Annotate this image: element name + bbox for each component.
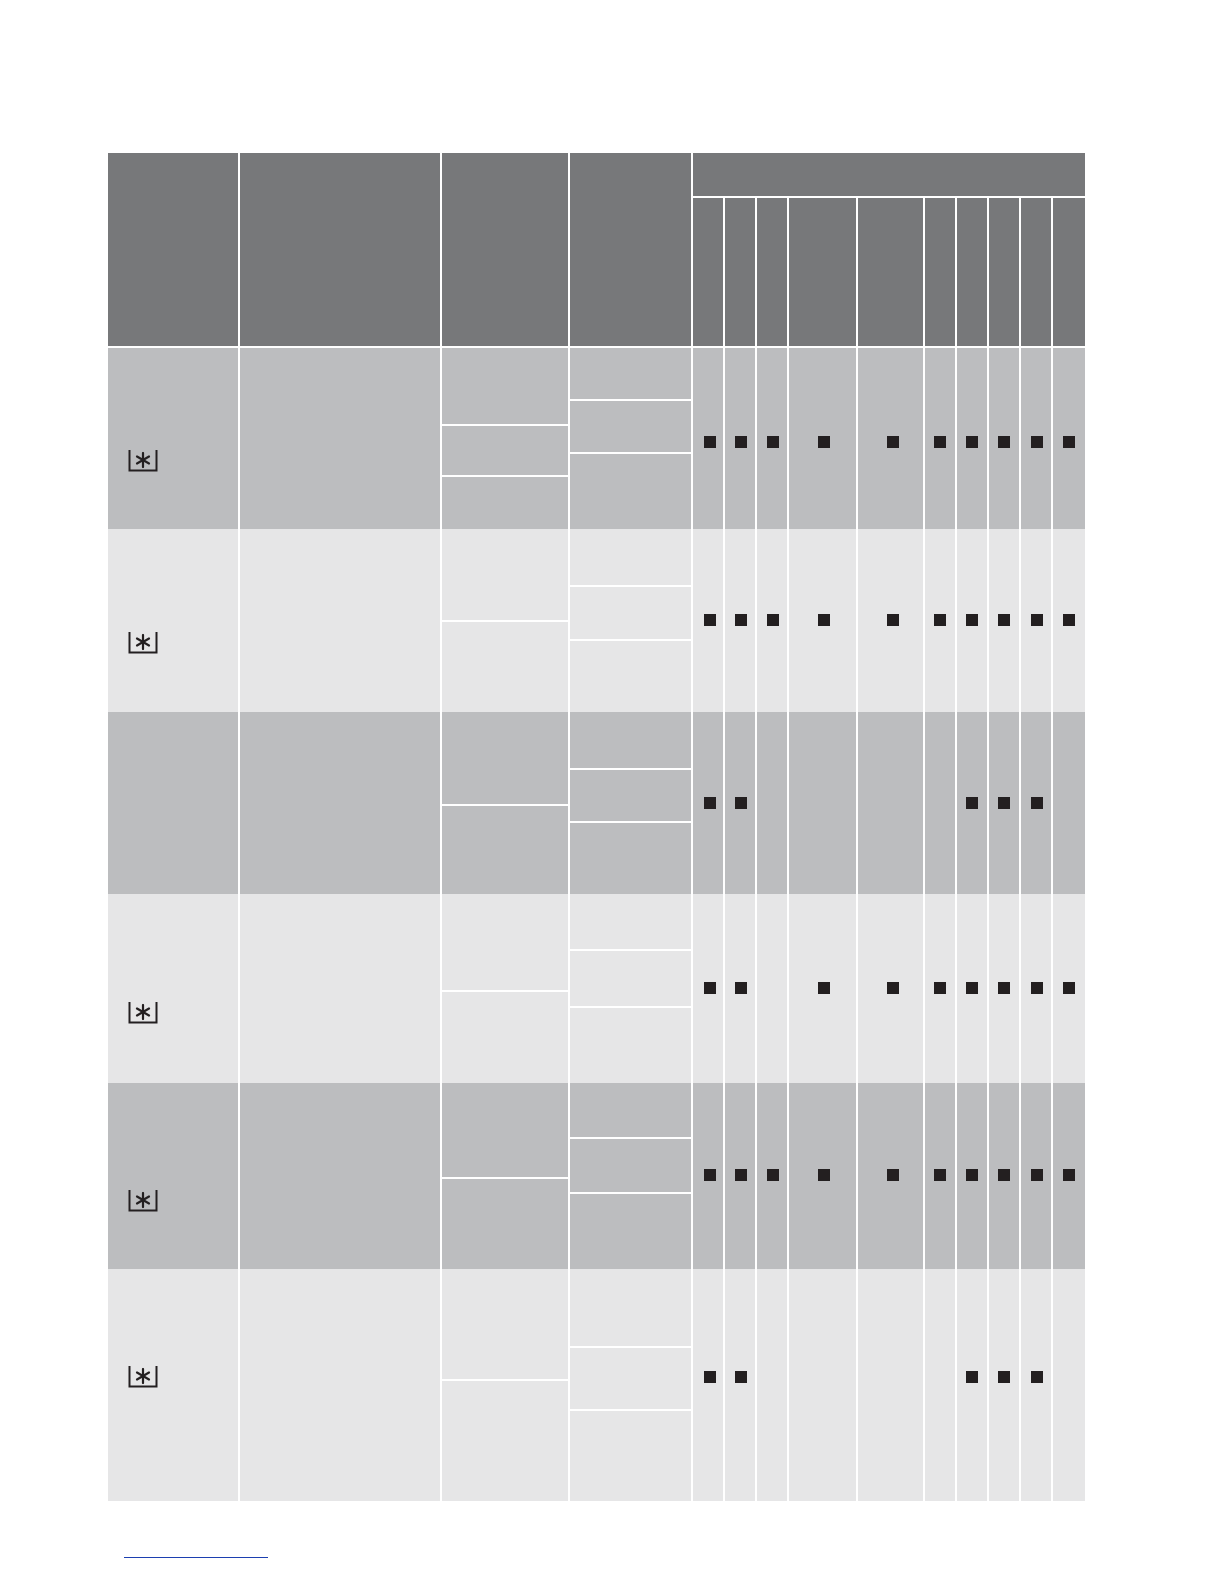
filled-square-icon [966, 797, 978, 809]
cell-divider [441, 804, 569, 806]
filled-square-icon [735, 1371, 747, 1383]
filled-square-icon [966, 436, 978, 448]
footer-rule [124, 1557, 268, 1558]
table-header [108, 153, 1085, 347]
filled-square-icon [998, 982, 1010, 994]
freeze-star-icon [128, 1188, 158, 1212]
filled-square-icon [966, 1371, 978, 1383]
cell-divider [569, 821, 692, 823]
filled-square-icon [1031, 614, 1043, 626]
filled-square-icon [735, 982, 747, 994]
subcolumn-divider [856, 197, 858, 1501]
filled-square-icon [704, 797, 716, 809]
filled-square-icon [818, 614, 830, 626]
filled-square-icon [1031, 436, 1043, 448]
cell-divider [569, 1006, 692, 1008]
header-group-divider [692, 196, 1085, 198]
filled-square-icon [767, 614, 779, 626]
filled-square-icon [1063, 436, 1075, 448]
cell-divider [569, 399, 692, 401]
filled-square-icon [998, 1169, 1010, 1181]
filled-square-icon [887, 436, 899, 448]
cell-divider [441, 990, 569, 992]
freeze-star-icon [128, 448, 158, 472]
filled-square-icon [735, 1169, 747, 1181]
subcolumn-divider [987, 197, 989, 1501]
cell-divider [441, 1177, 569, 1179]
filled-square-icon [704, 436, 716, 448]
cell-divider [569, 1346, 692, 1348]
table-row [108, 712, 1085, 894]
cell-divider [569, 949, 692, 951]
cell-divider [441, 1379, 569, 1381]
freeze-star-icon [128, 630, 158, 654]
filled-square-icon [966, 1169, 978, 1181]
freeze-star-icon [128, 1364, 158, 1388]
cell-divider [441, 620, 569, 622]
cell-divider [569, 585, 692, 587]
filled-square-icon [1063, 1169, 1075, 1181]
filled-square-icon [818, 982, 830, 994]
filled-square-icon [735, 797, 747, 809]
filled-square-icon [966, 614, 978, 626]
cell-divider [569, 639, 692, 641]
filled-square-icon [934, 436, 946, 448]
filled-square-icon [998, 614, 1010, 626]
subcolumn-divider [955, 197, 957, 1501]
filled-square-icon [818, 436, 830, 448]
filled-square-icon [1031, 1371, 1043, 1383]
filled-square-icon [887, 1169, 899, 1181]
filled-square-icon [998, 436, 1010, 448]
filled-square-icon [966, 982, 978, 994]
cell-divider [441, 424, 569, 426]
column-divider [238, 153, 240, 1501]
filled-square-icon [767, 436, 779, 448]
subcolumn-divider [755, 197, 757, 1501]
filled-square-icon [1031, 1169, 1043, 1181]
filled-square-icon [998, 797, 1010, 809]
filled-square-icon [887, 614, 899, 626]
filled-square-icon [767, 1169, 779, 1181]
filled-square-icon [887, 982, 899, 994]
filled-square-icon [1031, 982, 1043, 994]
filled-square-icon [704, 982, 716, 994]
cell-divider [441, 475, 569, 477]
subcolumn-divider [1019, 197, 1021, 1501]
table-row [108, 1269, 1085, 1501]
filled-square-icon [934, 614, 946, 626]
cell-divider [569, 768, 692, 770]
filled-square-icon [704, 1169, 716, 1181]
cell-divider [569, 1409, 692, 1411]
filled-square-icon [998, 1371, 1010, 1383]
filled-square-icon [934, 982, 946, 994]
filled-square-icon [704, 1371, 716, 1383]
filled-square-icon [735, 436, 747, 448]
column-divider [568, 153, 570, 1501]
subcolumn-divider [1051, 197, 1053, 1501]
cell-divider [569, 452, 692, 454]
cell-divider [569, 1137, 692, 1139]
cell-divider [569, 1192, 692, 1194]
filled-square-icon [818, 1169, 830, 1181]
filled-square-icon [1063, 614, 1075, 626]
filled-square-icon [1063, 982, 1075, 994]
column-divider [440, 153, 442, 1501]
freeze-star-icon [128, 1000, 158, 1024]
subcolumn-divider [787, 197, 789, 1501]
filled-square-icon [934, 1169, 946, 1181]
subcolumn-divider [923, 197, 925, 1501]
filled-square-icon [735, 614, 747, 626]
filled-square-icon [1031, 797, 1043, 809]
column-divider [691, 153, 693, 1501]
header-divider [108, 346, 1085, 348]
filled-square-icon [704, 614, 716, 626]
subcolumn-divider [723, 197, 725, 1501]
